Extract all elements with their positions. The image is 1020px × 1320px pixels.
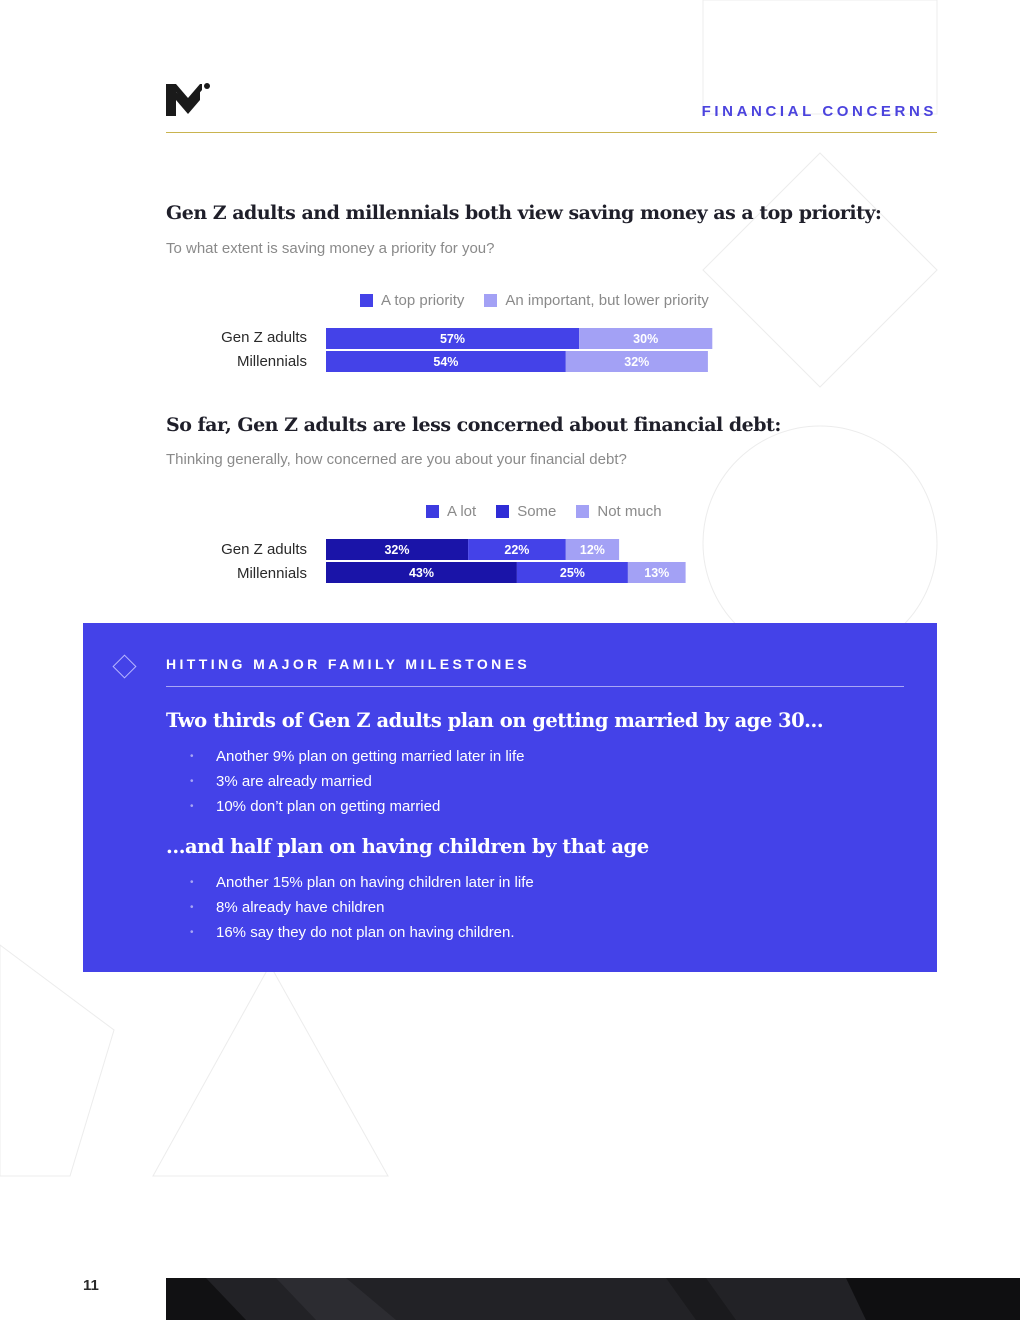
chart2-row-label: Gen Z adults <box>221 541 307 558</box>
legend-item <box>360 292 464 309</box>
marriage-bullet-list <box>190 744 525 819</box>
page-number: 11 <box>83 1277 99 1294</box>
panel-tag: HITTING MAJOR FAMILY MILESTONES <box>166 656 531 672</box>
children-bullet-list <box>190 870 534 945</box>
list-item: • 16% say they do not plan on having children. <box>190 920 534 945</box>
legend-item <box>484 292 708 309</box>
chart2-question: Thinking generally, how concerned are you about your financial debt? <box>166 451 627 468</box>
chart1-row-label: Gen Z adults <box>221 329 307 346</box>
list-item: • 10% don’t plan on getting married <box>190 794 525 819</box>
panel-heading-children: …and half plan on having children by that age <box>166 835 649 858</box>
legend-item <box>426 503 476 520</box>
list-item: • 3% are already married <box>190 769 525 794</box>
legend-label: Not much <box>597 503 662 520</box>
legend-label: A lot <box>447 503 477 520</box>
chart1-bars <box>326 328 770 374</box>
bar-value-label: 32% <box>384 543 410 557</box>
legend-swatch <box>484 294 497 307</box>
legend-label: A top priority <box>381 292 465 309</box>
section-tag: FINANCIAL CONCERNS <box>701 103 937 120</box>
legend-swatch <box>496 505 509 518</box>
panel-divider <box>166 686 904 687</box>
legend-swatch <box>576 505 589 518</box>
list-item: • 8% already have children <box>190 895 534 920</box>
chart1-row-label: Millennials <box>236 353 307 370</box>
legend-item <box>576 503 661 520</box>
legend-item <box>496 503 556 520</box>
bar-value-label: 13% <box>644 566 670 580</box>
chart1-legend <box>360 292 709 309</box>
bar-value-label: 22% <box>504 543 530 557</box>
footer-image-band <box>166 1278 1020 1320</box>
panel-heading-marriage: Two thirds of Gen Z adults plan on getting married by age 30… <box>166 709 824 732</box>
legend-swatch <box>360 294 373 307</box>
brand-logo-icon <box>166 82 212 118</box>
bar-value-label: 54% <box>433 355 459 369</box>
bar-value-label: 12% <box>579 543 605 557</box>
header-divider <box>166 132 937 133</box>
legend-swatch <box>426 505 439 518</box>
bar-value-label: 32% <box>624 355 650 369</box>
legend-label: Some <box>517 503 557 520</box>
chart1-question: To what extent is saving money a priority for you? <box>166 240 495 257</box>
list-item: • Another 15% plan on having children later in life <box>190 870 534 895</box>
list-item: • Another 9% plan on getting married later in life <box>190 744 525 769</box>
chart2-heading: So far, Gen Z adults are less concerned about financial debt: <box>166 414 781 436</box>
bar-value-label: 57% <box>439 332 466 346</box>
bar-value-label: 25% <box>559 566 585 580</box>
footer-decoration <box>166 1278 1020 1320</box>
bar-value-label: 30% <box>633 332 659 346</box>
legend-label: An important, but lower priority <box>505 292 709 309</box>
chart2-row-label: Millennials <box>236 565 307 582</box>
chart1-heading: Gen Z adults and millennials both view saving money as a top priority: <box>166 202 882 224</box>
chart2-legend <box>426 503 662 520</box>
chart2-bars <box>326 539 770 585</box>
bar-value-label: 43% <box>408 566 435 580</box>
